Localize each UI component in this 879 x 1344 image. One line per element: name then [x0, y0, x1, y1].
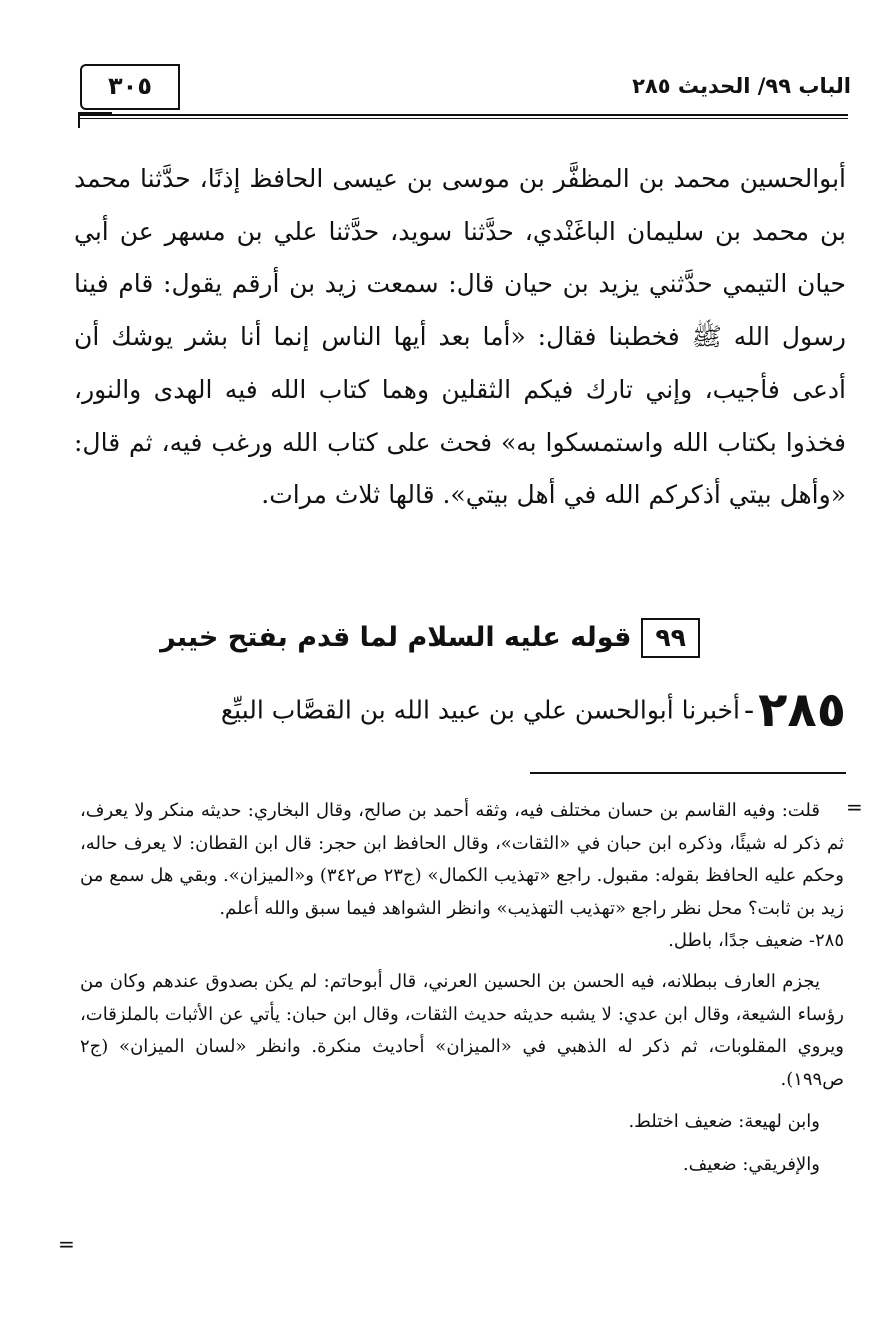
hadith-number: ٢٨٥: [758, 682, 846, 738]
footnote-continuation-mark: =: [846, 795, 863, 819]
chapter-number-badge: ٩٩: [641, 618, 700, 658]
footnote-1: قلت: وفيه القاسم بن حسان مختلف فيه، وثقه أحمد بن صالح، وقال البخاري: حديثه منكر ولا يعرف، ثم ذكر له شيئًا، وذكره ابن حبان في «الثقات»، وقال الحافظ ابن حجر: قال ابن القطان: لا يعرف حاله، وحكم عليه الحافظ بقوله: مقبول. راجع «تهذيب الكمال» (ج٢٣ ص٣٤٢) و«الميزان». وبقي هل سمع من زيد بن ثابت؟ محل نظر راجع «تهذيب التهذيب» وانظر الشواهد فيما سبق والله أعلم.: [80, 800, 844, 919]
footnote-2-line-a: وابن لهيعة: ضعيف اختلط.: [628, 1111, 820, 1133]
footnote-continued-mark: =: [58, 1232, 75, 1256]
hadith-body-paragraph: أبوالحسين محمد بن المظفَّر بن موسى بن عيسى الحافظ إذنًا، حدَّثنا محمد بن محمد بن سليمان الباغَنْدي، حدَّثنا سويد، حدَّثنا علي بن مسهر عن أبي حيان التيمي حدَّثني يزيد بن حيان قال: سمعت زيد بن أرقم يقول: قام فينا رسول الله ﷺ فخطبنا فقال: «أما بعد أيها الناس إنما أنا بشر يوشك أن أدعى فأجيب، وإني تارك فيكم الثقلين وهما كتاب الله فيه الهدى والنور، فخذوا بكتاب الله واستمسكوا به» فحث على كتاب الله ورغب فيه، ثم قال: «وأهل بيتي أذكركم الله في أهل بيتي». قالها ثلاث مرات.: [74, 164, 846, 510]
hadith-separator: -: [743, 692, 755, 728]
chapter-heading: [150, 618, 710, 658]
hadith-opening-text: أخبرنا أبوالحسن علي بن عبيد الله بن القصَّاب البيِّع: [220, 695, 740, 725]
footnote-2-heading: ٢٨٥- ضعيف جدًا، باطل.: [668, 930, 844, 952]
footnote-2-line-b: والإفريقي: ضعيف.: [682, 1153, 820, 1175]
footnotes: [80, 795, 844, 1182]
header-corner-mark: [78, 112, 112, 128]
chapter-title: قوله عليه السلام لما قدم بفتح خيبر: [160, 622, 632, 653]
hadith-opening-line: [74, 682, 846, 742]
footnote-2-body: يجزم العارف ببطلانه، فيه الحسن بن الحسين العرني، قال أبوحاتم: لم يكن بصدوق عندهم وكان من رؤساء الشيعة، وقال ابن عدي: لا يشبه حديثه حديث الثقات، وقال ابن حبان: يأتي عن الأثبات بالملزقات، ويروي المقلوبات، ثم ذكر له الذهبي في «الميزان» أحاديث منكرة. وانظر «لسان الميزان» (ج٢ ص١٩٩).: [80, 970, 844, 1090]
page-number-frame: [80, 64, 180, 110]
footnote-rule: [530, 772, 846, 774]
header-rule: [80, 114, 848, 116]
page-number: ٣٠٥: [108, 72, 152, 100]
header-rule-thin: [80, 118, 848, 119]
running-head: الباب ٩٩/ الحديث ٢٨٥: [632, 74, 851, 98]
